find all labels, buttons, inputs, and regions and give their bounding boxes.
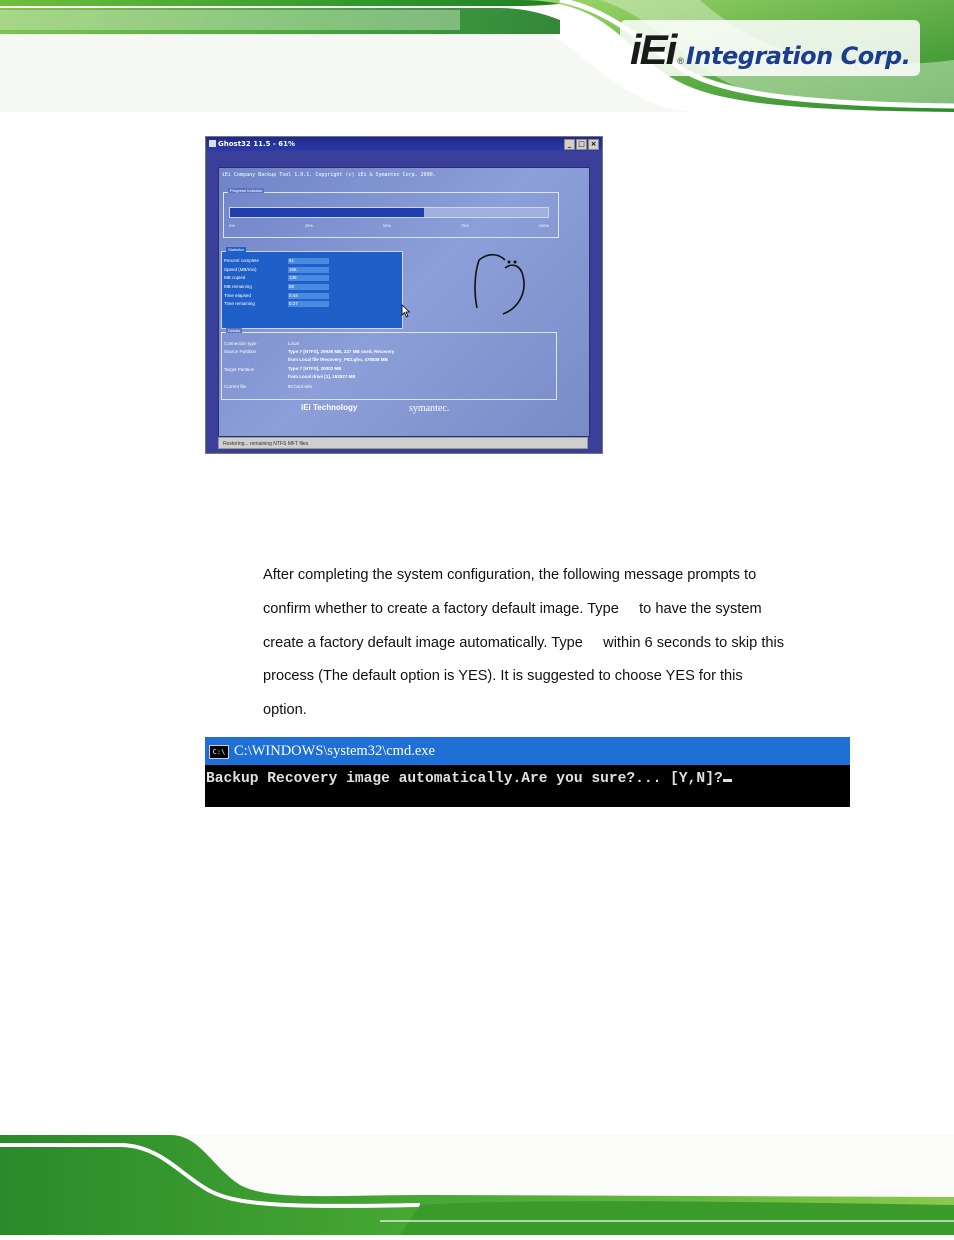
detail-value: Type:7 [NTFS], 26936 MB, 227 MB used, Recovery	[288, 349, 395, 354]
app-icon	[209, 140, 216, 147]
ghost-main-panel	[218, 167, 590, 437]
cmd-title: C:\WINDOWS\system32\cmd.exe	[234, 743, 435, 759]
paragraph-line: option.	[263, 702, 307, 719]
text-cursor	[723, 779, 732, 782]
cmd-window	[205, 737, 850, 807]
stat-value: 139	[288, 275, 329, 281]
detail-value: 50 boot.wim	[288, 384, 313, 389]
stat-row	[222, 292, 402, 301]
ghost-heading: iEi Company Backup Tool 1.0.1. Copyright (c) iEi & Symantec Corp. 2000.	[222, 172, 436, 178]
cmd-console[interactable]	[205, 765, 850, 787]
instruction-paragraph	[263, 559, 833, 728]
tick-label: 100%	[538, 223, 549, 228]
progress-bar	[229, 207, 549, 218]
progress-ticks	[229, 223, 549, 228]
cmd-prompt: Backup Recovery image automatically.Are you sure?... [Y,N]?	[206, 771, 723, 787]
brand-symantec: symantec.	[409, 403, 450, 414]
brand-iei: iEi Technology	[301, 403, 358, 412]
progress-fill	[230, 208, 424, 217]
stat-row	[222, 300, 402, 309]
iei-logo	[630, 26, 910, 74]
stat-key: MB copied	[224, 275, 246, 281]
detail-value: Local	[288, 341, 299, 346]
maximize-icon[interactable]: □	[576, 139, 587, 150]
tick-label: 50%	[382, 223, 391, 228]
detail-key: Connection type	[224, 341, 257, 346]
stat-key: Percent complete	[224, 258, 260, 263]
progress-label: Progress Indicator	[230, 188, 263, 193]
tick-label: 25%	[304, 223, 313, 228]
paragraph-line: create a factory default image automatically. Type within 6 seconds to skip this	[263, 634, 785, 651]
detail-value: from Local drive [1], 152627 MB	[288, 374, 356, 379]
stat-key: Time elapsed	[224, 292, 251, 298]
logo-mark: iEi	[630, 26, 676, 73]
detail-key: Current file	[224, 384, 247, 389]
stat-value: 61	[288, 258, 329, 264]
statistics-label: Statistics	[228, 247, 245, 252]
stat-key: Time remaining	[224, 301, 255, 307]
stat-row	[222, 257, 402, 266]
details-label: Details	[228, 328, 241, 333]
stat-value: 0:27	[288, 301, 329, 307]
paragraph-line: confirm whether to create a factory default image. Type to have the system	[263, 600, 762, 617]
cmd-icon: C:\	[209, 745, 229, 759]
paragraph-line: process (The default option is YES). It is suggested to choose YES for this	[263, 668, 743, 685]
tick-label: 75%	[460, 223, 469, 228]
ghost-title: Ghost32 11.5 - 61%	[218, 140, 296, 148]
circuit-footer-graphic	[0, 1135, 954, 1235]
ghost-icon	[469, 248, 539, 318]
stat-row	[222, 283, 402, 292]
cmd-title-bar	[205, 737, 850, 765]
stat-key: MB remaining	[224, 284, 252, 290]
details-panel	[221, 328, 557, 400]
detail-key: Source Partition	[224, 349, 257, 354]
detail-value: from Local file \Recovery_PE2.gho, 476938 MB	[288, 357, 388, 362]
ghost-screenshot	[205, 136, 603, 454]
window-controls	[564, 139, 599, 150]
detail-value: Type:7 [NTFS], 20002 MB	[288, 366, 342, 371]
stat-value: 165	[288, 267, 329, 273]
stat-value: 88	[288, 284, 329, 290]
stat-row	[222, 274, 402, 283]
status-bar: Restoring... remaining NTFS MFT files	[218, 437, 588, 449]
header-banner	[0, 0, 954, 112]
mouse-cursor-icon	[401, 304, 411, 318]
statistics-panel	[221, 247, 403, 329]
stat-row	[222, 266, 402, 275]
detail-key: Target Partition	[224, 367, 255, 372]
logo-company-name: Integration Corp.	[686, 42, 911, 70]
stat-value: 0:44	[288, 293, 329, 299]
tick-label: 0%	[229, 223, 235, 228]
stat-key: Speed (MB/min)	[224, 266, 257, 272]
minimize-icon[interactable]: _	[564, 139, 575, 150]
close-icon[interactable]: ×	[588, 139, 599, 150]
footer-banner	[0, 1135, 954, 1235]
ghost-title-bar	[206, 137, 602, 151]
logo-registered: ®	[677, 56, 684, 66]
paragraph-line: After completing the system configuration, the following message prompts to	[263, 567, 757, 583]
progress-panel	[223, 188, 559, 238]
